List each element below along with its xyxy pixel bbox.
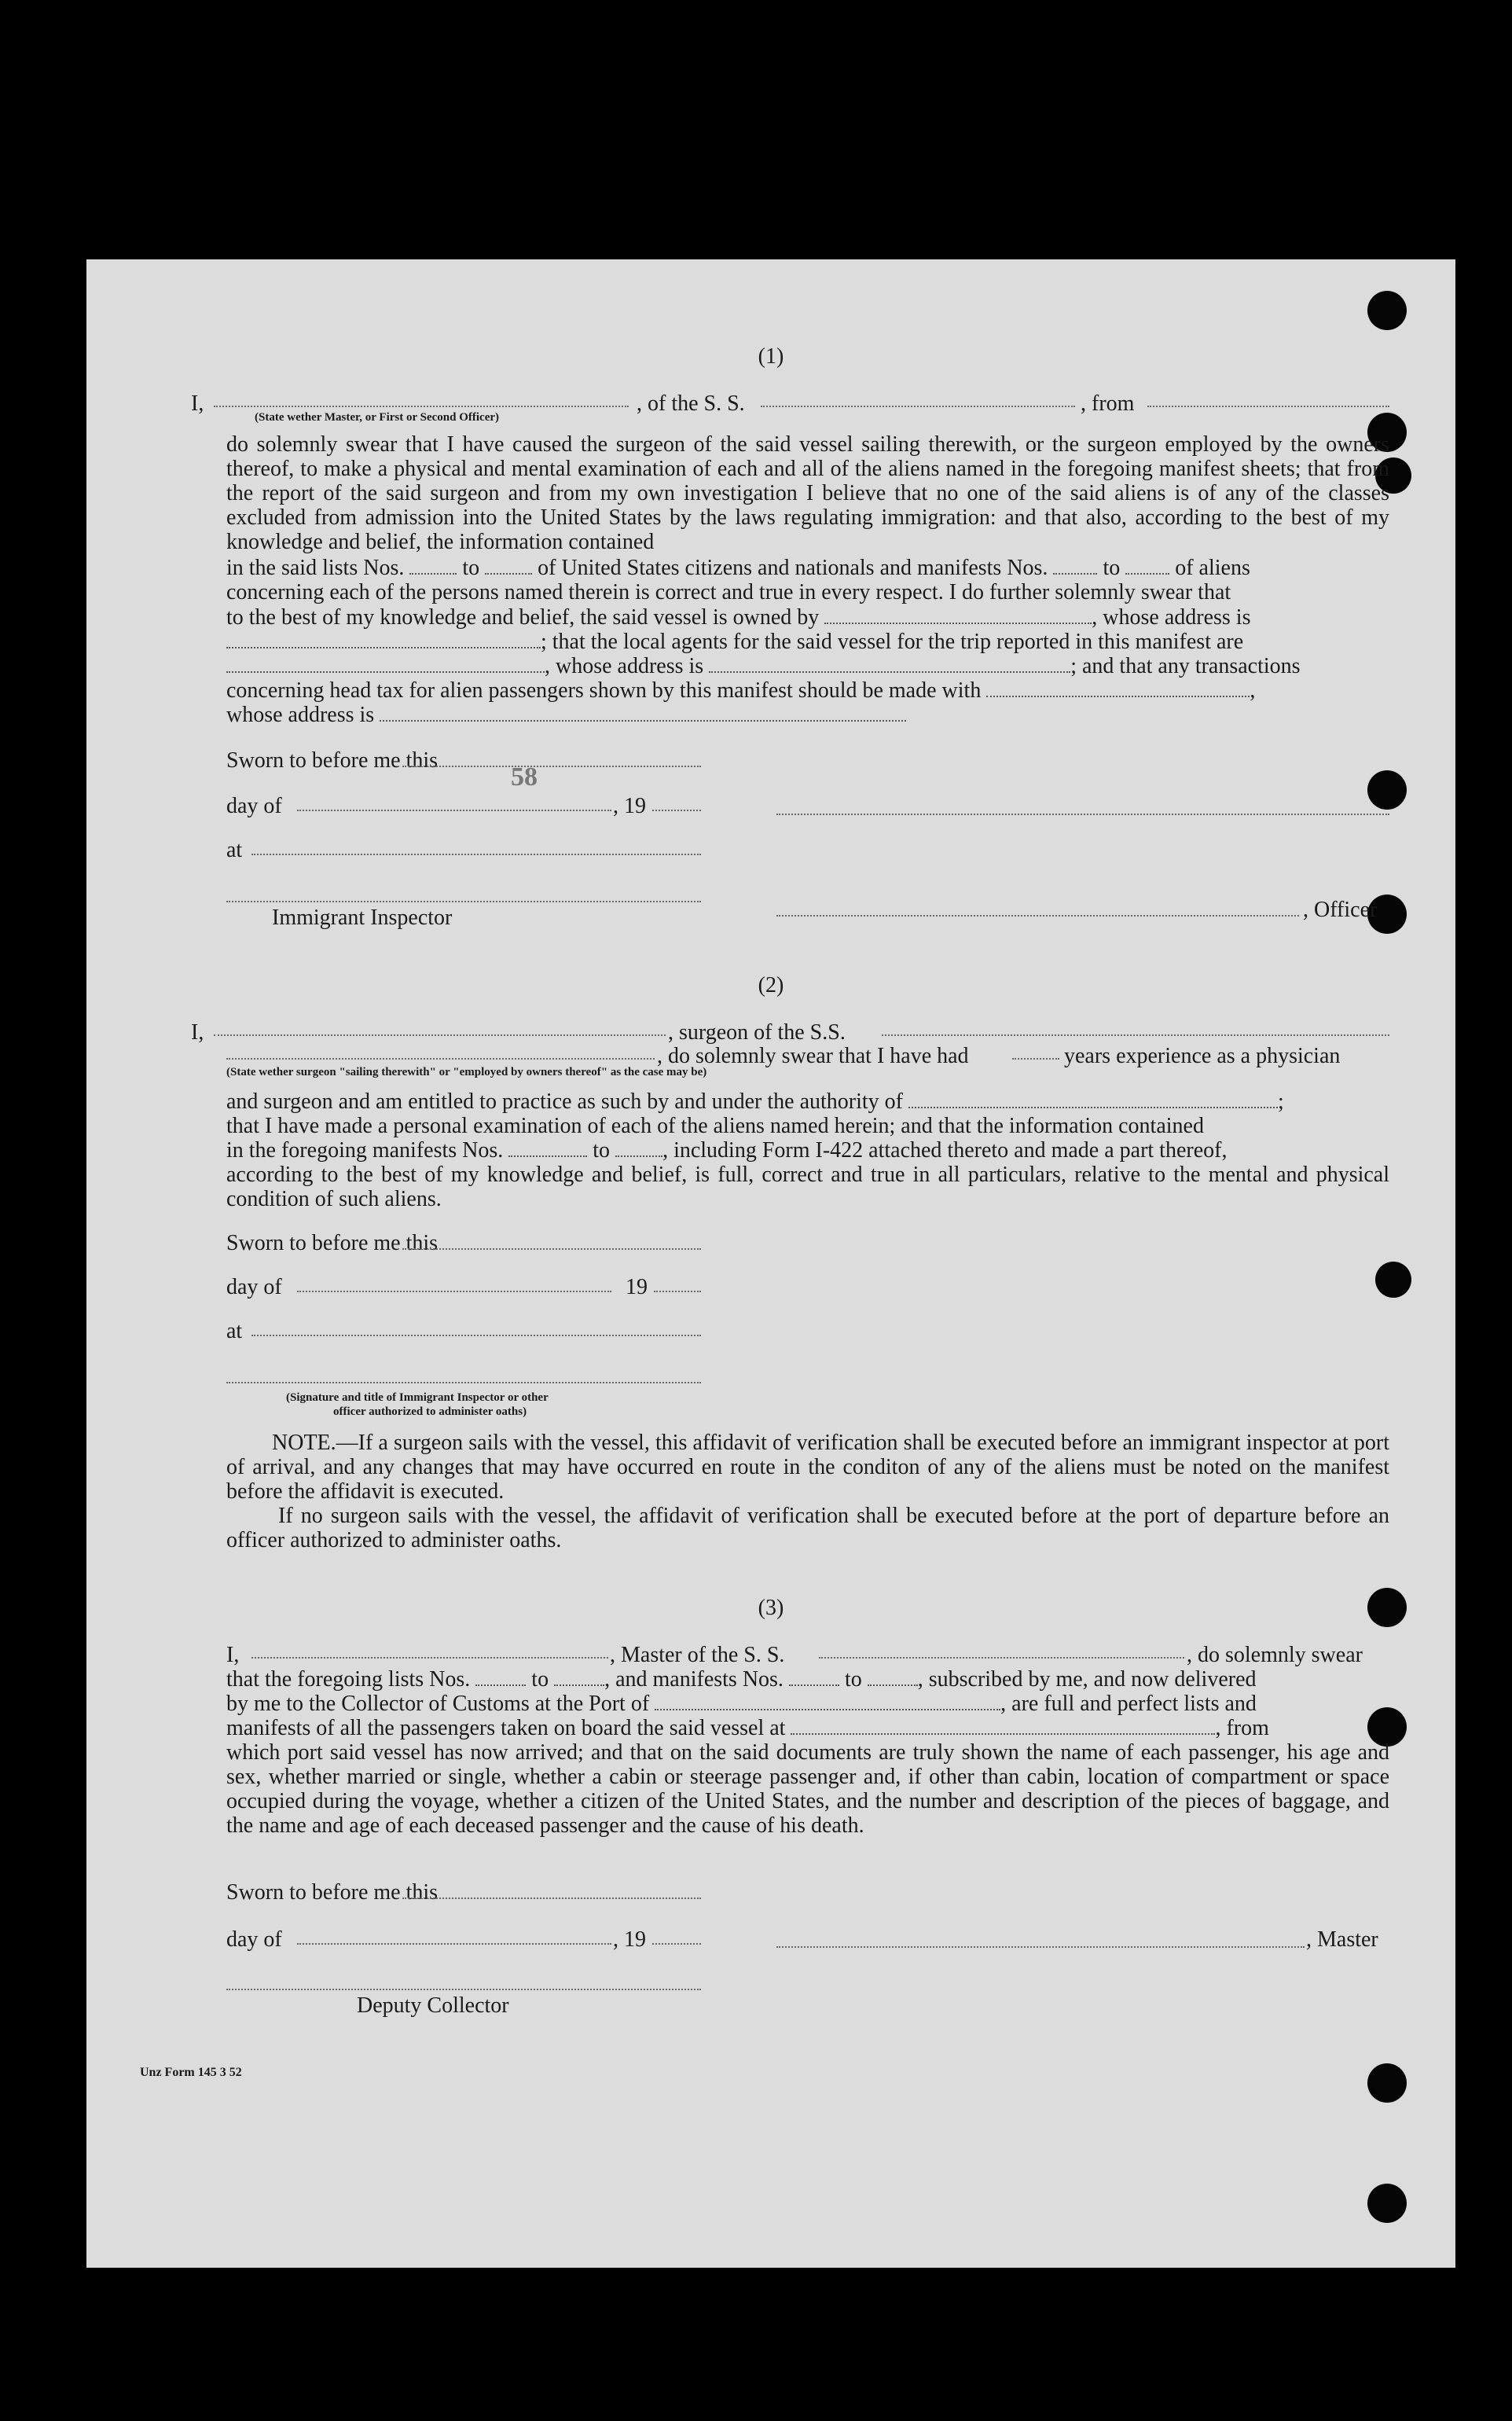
sig-note-1: (Signature and title of Immigrant Inspector or other bbox=[286, 1391, 549, 1404]
surgeon-name-field[interactable] bbox=[214, 1034, 666, 1036]
section-2-number: (2) bbox=[758, 973, 784, 997]
s2-years: years experience as a physician bbox=[1064, 1044, 1341, 1068]
section-1-number: (1) bbox=[758, 344, 784, 369]
s3-para: which port said vessel has now arrived; and that on the said documents are truly shown the name of each passenger, his age and sex, whether married or single, whether a cabin or steerage passenger and, if other than cabin, location of compartment or space occupied during the voyage, whether a citizen of the United States, and the number and description of the pieces of baggage, and the name and age of each deceased passenger and the cause of his death. bbox=[226, 1740, 1389, 1838]
surgeon-note: (State wether surgeon "sailing therewith" or "employed by owners thereof" as the case may be) bbox=[226, 1066, 707, 1078]
s2-swear: , do solemnly swear that I have had bbox=[657, 1044, 969, 1068]
s2-line-authority: and surgeon and am entitled to practice as such by and under the authority of ; bbox=[226, 1089, 1284, 1114]
s2-note-2: If no surgeon sails with the vessel, the affidavit of verification shall be executed before at the port of departure before an officer authorized to administer oaths. bbox=[226, 1504, 1389, 1552]
s1-inspector-label: Immigrant Inspector bbox=[272, 906, 453, 930]
s1-officer-label: , Officer bbox=[1303, 898, 1378, 922]
section-3-number: (3) bbox=[758, 1596, 784, 1620]
s3-sworn-field[interactable] bbox=[402, 1897, 701, 1899]
s1-line-whose: whose address is bbox=[226, 703, 906, 728]
s3-master-signature-line[interactable] bbox=[776, 1946, 1305, 1948]
s3-collector-label: Deputy Collector bbox=[357, 1993, 509, 2018]
s2-at-field[interactable] bbox=[251, 1335, 701, 1336]
s2-day-of: day of bbox=[226, 1275, 282, 1299]
s2-signature-line[interactable] bbox=[226, 1382, 701, 1383]
s2-nineteen: 19 bbox=[626, 1275, 648, 1299]
s3-master-name-field[interactable] bbox=[251, 1657, 608, 1659]
s1-officer-signature-line[interactable] bbox=[776, 814, 1389, 815]
s1-para-a: do solemnly swear that I have caused the surgeon of the said vessel sailing therewith, or the surgeon employed by the owners thereof, to make a physical and mental examination of each and all of the aliens named in the foregoing manifest sheets; that from the report of the said surgeon and from my own investigation I believe that no one of the said aliens is of any of the classes excluded from admission into the United States by the laws regulating immigration: and that also, according to the best of my knowledge and belief, the information contained bbox=[226, 432, 1389, 554]
s3-swear: , do solemnly swear bbox=[1187, 1643, 1363, 1667]
s3-year-field[interactable] bbox=[652, 1943, 701, 1945]
s2-sworn-field[interactable] bbox=[402, 1248, 701, 1250]
surgeon-type-field[interactable] bbox=[226, 1058, 655, 1060]
s3-i-label: I, bbox=[226, 1643, 240, 1667]
s1-day-field[interactable] bbox=[297, 810, 611, 811]
punch-hole bbox=[1367, 2063, 1407, 2103]
s2-vessel-field[interactable] bbox=[882, 1034, 1389, 1036]
form-number: Unz Form 145 3 52 bbox=[140, 2066, 242, 2079]
s1-line-lists: in the said lists Nos. to of United States citizens and nationals and manifests Nos. to of aliens bbox=[226, 556, 1250, 580]
sig-note-2: officer authorized to administer oaths) bbox=[333, 1405, 527, 1418]
s3-master-label: , Master bbox=[1306, 1927, 1378, 1952]
s3-day-field[interactable] bbox=[297, 1943, 611, 1945]
punch-hole bbox=[1367, 770, 1407, 810]
s1-day-of: day of bbox=[226, 794, 282, 818]
s1-year-field[interactable] bbox=[652, 810, 701, 811]
s2-i-label: I, bbox=[191, 1020, 204, 1045]
punch-hole bbox=[1367, 2184, 1407, 2223]
s2-surgeon-of: , surgeon of the S.S. bbox=[668, 1020, 846, 1045]
s3-nineteen: , 19 bbox=[613, 1927, 646, 1952]
s2-sworn: Sworn to before me this bbox=[226, 1231, 439, 1255]
s2-line-manifests: in the foregoing manifests Nos. to , including Form I-422 attached thereto and made a part thereof, bbox=[226, 1138, 1228, 1163]
s3-line-board: manifests of all the passengers taken on board the said vessel at , from bbox=[226, 1716, 1269, 1740]
s3-collector-line[interactable] bbox=[226, 1989, 701, 1990]
punch-hole bbox=[1375, 1262, 1411, 1298]
s1-line-owned: to the best of my knowledge and belief, the said vessel is owned by , whose address is bbox=[226, 605, 1251, 630]
form-page bbox=[86, 259, 1455, 2268]
s1-line-agents: ; that the local agents for the said vessel for the trip reported in this manifest are bbox=[226, 630, 1243, 655]
s1-officer-line[interactable] bbox=[776, 915, 1299, 917]
s3-vessel-field[interactable] bbox=[819, 1657, 1184, 1659]
vessel-name-field[interactable] bbox=[761, 406, 1075, 407]
stamp-mark: 58 bbox=[511, 762, 538, 792]
s1-sworn: Sworn to before me this bbox=[226, 748, 439, 773]
years-field[interactable] bbox=[1012, 1058, 1059, 1060]
s1-line-headtax: concerning head tax for alien passengers shown by this manifest should be made with , bbox=[226, 678, 1256, 703]
s3-line-lists: that the foregoing lists Nos. to , and manifests Nos. to , subscribed by me, and now delivered bbox=[226, 1667, 1257, 1692]
s1-line-2: concerning each of the persons named therein is correct and true in every respect. I do further solemnly swear that bbox=[226, 580, 1231, 604]
s1-at: at bbox=[226, 838, 243, 862]
s1-from: , from bbox=[1081, 391, 1135, 416]
s2-at: at bbox=[226, 1319, 243, 1343]
officer-note: (State wether Master, or First or Second Officer) bbox=[255, 411, 500, 424]
s3-sworn: Sworn to before me this bbox=[226, 1880, 439, 1905]
master-name-field[interactable] bbox=[214, 406, 629, 407]
s1-inspector-line[interactable] bbox=[226, 901, 701, 902]
s2-note-1: NOTE.—If a surgeon sails with the vessel, this affidavit of verification shall be executed before an immigrant inspector at port of arrival, and any changes that may have occurred en route in the conditon of any of the aliens must be noted on the manifest before the affidavit is executed. bbox=[226, 1431, 1389, 1504]
s1-sworn-field[interactable] bbox=[402, 766, 701, 767]
s3-line-collector: by me to the Collector of Customs at the Port of , are full and perfect lists and bbox=[226, 1692, 1257, 1716]
s3-master-of: , Master of the S. S. bbox=[610, 1643, 785, 1667]
s1-at-field[interactable] bbox=[251, 854, 701, 855]
s2-day-field[interactable] bbox=[297, 1291, 611, 1292]
punch-hole bbox=[1367, 291, 1407, 330]
s3-day-of: day of bbox=[226, 1927, 282, 1952]
s1-i-label: I, bbox=[191, 391, 204, 416]
s1-line-address: , whose address is ; and that any transactions bbox=[226, 654, 1301, 679]
from-port-field[interactable] bbox=[1147, 406, 1389, 407]
s2-line-2: that I have made a personal examination of each of the aliens named herein; and that the information contained bbox=[226, 1114, 1204, 1138]
s1-nineteen: , 19 bbox=[613, 794, 646, 818]
s1-of-ss: , of the S. S. bbox=[637, 391, 745, 416]
s2-year-field[interactable] bbox=[654, 1291, 701, 1292]
s2-line-4: according to the best of my knowledge and belief, is full, correct and true in all particulars, relative to the mental and physical condition of such aliens. bbox=[226, 1163, 1389, 1211]
